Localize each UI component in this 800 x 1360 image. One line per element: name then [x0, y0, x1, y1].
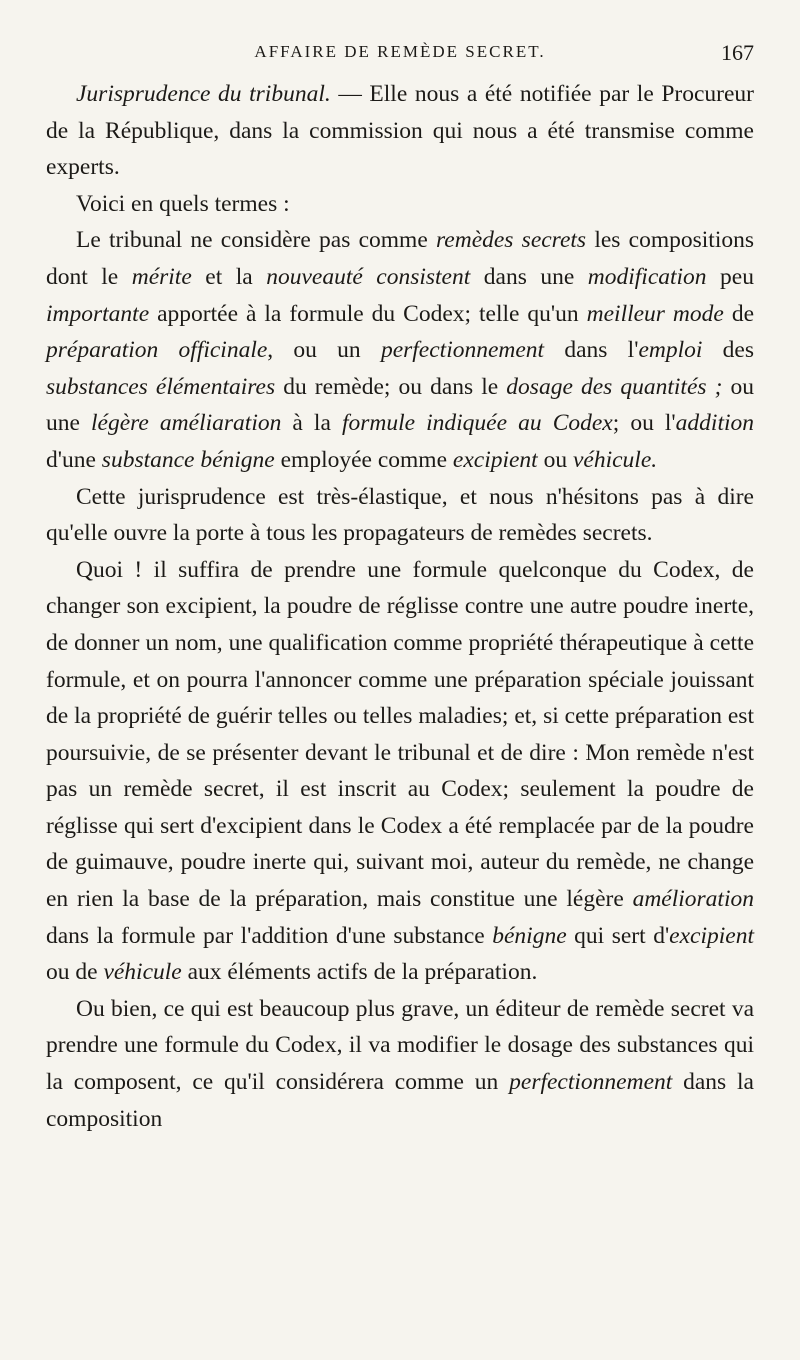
text-run: dans la formule par l'addition d'une substance — [46, 922, 493, 949]
text-run: employée comme — [274, 446, 453, 473]
text-run: ou — [537, 446, 573, 473]
text-run: Ou bien, ce qui est beaucoup plus grave, un éditeur de remède secret va prendre une formule du Codex, il va modifier le dosage des substances qui la composent, ce qu'il considérera comme un — [46, 995, 754, 1096]
italic-run: préparation officinale — [46, 337, 268, 364]
text-run: ; ou l' — [612, 410, 676, 437]
italic-run: Jurisprudence du tribunal. — [76, 81, 331, 107]
italic-run: formule indiquée au Codex — [341, 410, 613, 437]
text-run: Le tribunal ne considère pas comme — [76, 227, 437, 254]
paragraph — [46, 991, 754, 1137]
paragraph — [46, 186, 754, 223]
text-run: , ou un — [267, 337, 381, 364]
italic-run: addition — [675, 410, 755, 437]
text-run: à la — [281, 410, 342, 437]
italic-run: excipient — [452, 446, 538, 473]
text-run: dans l' — [544, 337, 639, 364]
text-run: — Elle nous a été notifiée par le Procureur de la République, dans la commission qui nous a été transmise comme experts. — [46, 81, 754, 181]
text-run: et la — [191, 263, 267, 290]
italic-run: bénigne — [492, 922, 567, 949]
italic-run: perfectionnement — [380, 337, 545, 364]
text-run: ou une — [46, 373, 754, 437]
italic-run: mérite — [131, 263, 192, 290]
italic-run: nouveauté consistent — [266, 263, 471, 290]
text-run: aux éléments actifs de la préparation. — [181, 959, 538, 986]
italic-run: importante — [46, 300, 150, 327]
text-run: d'une — [46, 446, 102, 473]
italic-run: emploi — [638, 337, 703, 364]
italic-run: véhicule — [103, 959, 182, 986]
text-run: Cette jurisprudence est très-élastique, et nous n'hésitons pas à dire qu'elle ouvre la porte à tous les propagateurs de remèdes secrets. — [46, 483, 754, 547]
text-run: de — [723, 300, 754, 327]
text-run: dans une — [470, 263, 588, 290]
text-run: Quoi ! il suffira de prendre une formule quelconque du Codex, de changer son excipient, la poudre de réglisse contre une autre poudre inerte, de donner un nom, une qualification comme propriété thérapeutique à cette formule, et on pourra l'annoncer comme une préparation spéciale jouissant de la propriété de guérir telles ou telles maladies; et, si cette préparation est poursuivie, de se présenter devant le tribunal et de dire : Mon remède n'est pas un remède secret, il est inscrit au Codex; seulement la poudre de réglisse qui sert d'excipient dans le Codex a été remplacée par de la poudre de guimauve, poudre inerte qui, suivant moi, auteur du remède, ne change en rien la base de la préparation, mais constitue une légère — [46, 556, 754, 913]
italic-run: remèdes secrets — [436, 227, 587, 254]
text-run: qui sert d' — [566, 922, 670, 949]
text-run: des — [702, 337, 755, 364]
text-run: dans la composition — [46, 1069, 754, 1132]
paragraph — [46, 479, 754, 552]
text-run: Voici en quels termes : — [76, 190, 290, 217]
text-run: du remède; ou dans le — [275, 373, 507, 400]
running-title: AFFAIRE DE REMÈDE SECRET. — [254, 42, 546, 61]
italic-run: amélioration — [632, 886, 754, 913]
italic-run: dosage des quantités ; — [506, 373, 723, 400]
paragraph — [46, 552, 754, 991]
paragraph — [46, 222, 754, 478]
paragraph — [46, 76, 754, 186]
italic-run: meilleur mode — [586, 300, 724, 327]
body-text — [46, 76, 754, 1137]
text-run: les compositions dont le — [46, 227, 754, 290]
italic-run: modification — [587, 263, 707, 290]
text-run: apportée à la formule du Codex; telle qu'un — [149, 300, 587, 327]
text-run: ou de — [46, 959, 104, 986]
page-header — [46, 30, 754, 70]
italic-run: substances élémentaires — [46, 373, 276, 400]
italic-run: légère améliaration — [91, 410, 282, 437]
italic-run: véhicule. — [572, 446, 658, 473]
italic-run: perfectionnement — [509, 1069, 673, 1096]
page-number: 167 — [721, 40, 754, 65]
italic-run: excipient — [669, 922, 754, 949]
italic-run: substance bénigne — [101, 446, 275, 473]
text-run: peu — [706, 263, 754, 290]
